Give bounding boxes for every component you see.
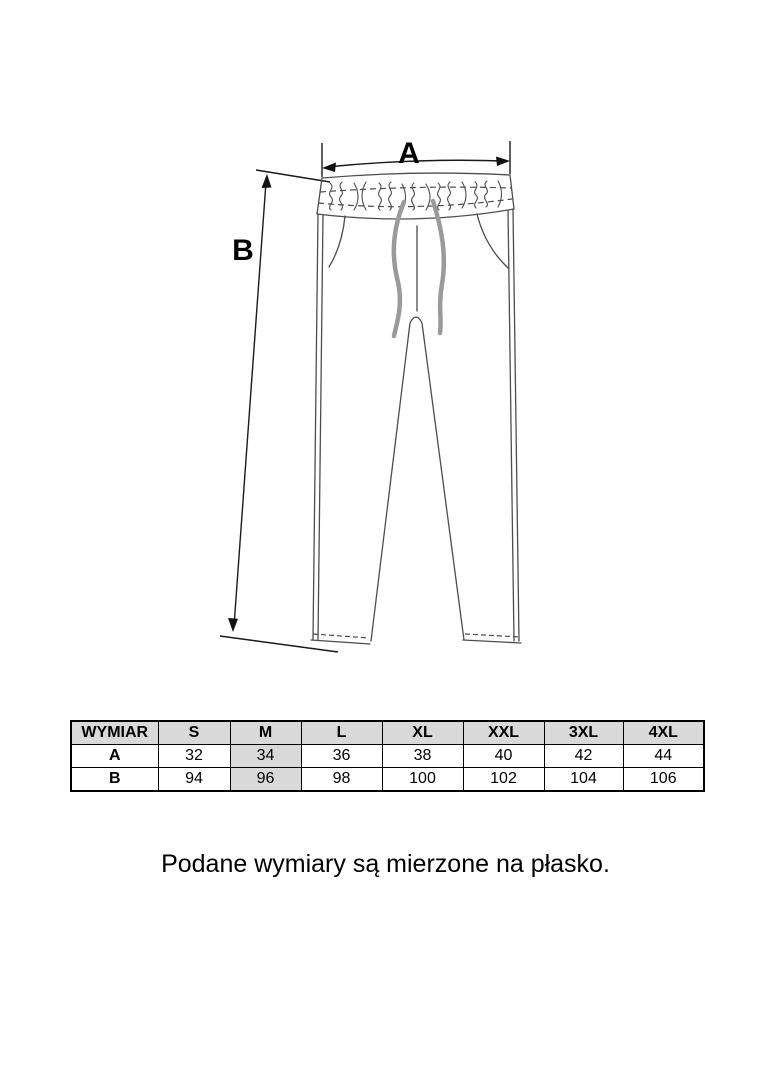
size-table-cell: 34	[230, 745, 301, 768]
size-table-cell: 42	[544, 745, 623, 768]
size-table-header-cell: 3XL	[544, 721, 623, 745]
drawstrings	[394, 201, 444, 336]
dimension-b-label: B	[232, 234, 254, 267]
measurement-note: Podane wymiary są mierzone na płasko.	[161, 850, 610, 878]
size-table-header-cell: XXL	[463, 721, 544, 745]
size-table-header-cell: L	[301, 721, 382, 745]
right-pocket-curve	[477, 214, 508, 268]
size-table-cell: 102	[463, 768, 544, 792]
size-table-cell: 36	[301, 745, 382, 768]
waistband-gather-marks	[330, 181, 502, 210]
size-table-cell: 98	[301, 768, 382, 792]
size-table-row-label: A	[71, 745, 158, 768]
left-pocket-curve	[329, 216, 345, 267]
size-table-cell: 100	[382, 768, 463, 792]
size-table	[70, 720, 705, 792]
size-table-cell: 38	[382, 745, 463, 768]
size-table-cell: 40	[463, 745, 544, 768]
size-table-row-label: B	[71, 768, 158, 792]
size-table-cell: 44	[623, 745, 704, 768]
dimension-a-label: A	[398, 137, 420, 170]
pants-body	[311, 209, 521, 644]
size-table-header-cell: XL	[382, 721, 463, 745]
size-table-header-cell: M	[230, 721, 301, 745]
dimension-a-arrow	[322, 137, 510, 177]
size-table-header-cell: S	[158, 721, 230, 745]
size-table-header-cell: WYMIAR	[71, 721, 158, 745]
size-table-row	[71, 745, 704, 768]
size-table-cell: 94	[158, 768, 230, 792]
size-table-wrap	[70, 720, 705, 792]
size-table-row	[71, 768, 704, 792]
size-table-cell: 104	[544, 768, 623, 792]
size-table-cell: 96	[230, 768, 301, 792]
size-table-cell: 106	[623, 768, 704, 792]
size-table-header-cell: 4XL	[623, 721, 704, 745]
size-table-cell: 32	[158, 745, 230, 768]
size-table-header-row	[71, 721, 704, 745]
